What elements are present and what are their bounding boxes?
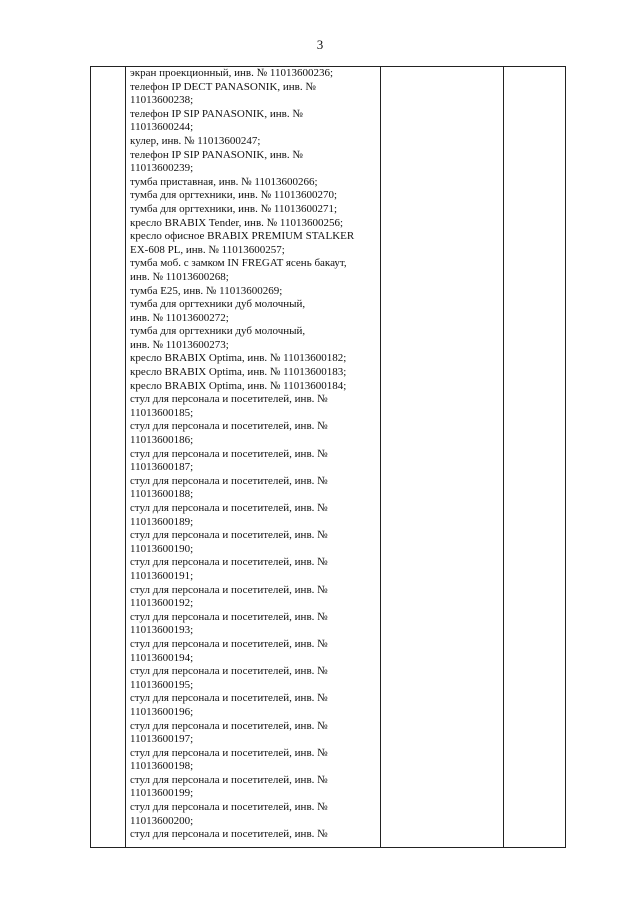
- column-divider: [380, 67, 381, 847]
- item-line: 11013600189;: [130, 515, 194, 528]
- item-line: телефон IP SIP PANASONIK, инв. №: [130, 148, 303, 161]
- item-line: кресло BRABIX Optima, инв. № 11013600183;: [130, 366, 347, 379]
- page-number: 3: [316, 37, 324, 52]
- item-line: инв. № 11013600272;: [130, 311, 229, 324]
- item-line: 11013600196;: [130, 705, 194, 718]
- item-list-cell: [130, 67, 380, 842]
- item-line: инв. № 11013600268;: [130, 270, 229, 283]
- item-line: стул для персонала и посетителей, инв. №: [130, 447, 328, 460]
- item-line: 11013600186;: [130, 434, 194, 447]
- item-line: стул для персонала и посетителей, инв. №: [130, 610, 328, 623]
- item-line: 11013600195;: [130, 678, 194, 691]
- item-line: стул для персонала и посетителей, инв. №: [130, 502, 328, 514]
- item-line: стул для персонала и посетителей, инв. №: [130, 420, 328, 433]
- item-line: стул для персонала и посетителей, инв. №: [130, 719, 328, 732]
- inventory-table: [90, 66, 566, 848]
- item-line: кресло BRABIX Optima, инв. № 11013600182;: [130, 352, 347, 365]
- item-line: стул для персонала и посетителей, инв. №: [130, 529, 328, 542]
- item-line: тумба для оргтехники, инв. № 11013600271;: [130, 202, 338, 215]
- item-line: 11013600192;: [130, 597, 194, 610]
- item-line: 11013600199;: [130, 787, 194, 800]
- item-line: тумба для оргтехники, инв. № 11013600270;: [130, 189, 338, 202]
- item-line: стул для персонала и посетителей, инв. №: [130, 583, 328, 596]
- item-line: тумба для оргтехники дуб молочный,: [130, 325, 306, 338]
- item-line: стул для персонала и посетителей, инв. №: [130, 746, 328, 759]
- item-line: 11013600185;: [130, 406, 194, 419]
- item-line: кресло BRABIX Tender, инв. № 11013600256;: [130, 216, 344, 229]
- item-line: 11013600198;: [130, 760, 194, 773]
- item-line: тумба E25, инв. № 11013600269;: [130, 284, 283, 297]
- item-line: экран проекционный, инв. № 11013600236;: [130, 67, 334, 79]
- item-line: 11013600188;: [130, 488, 194, 501]
- item-line: кресло офисное BRABIX PREMIUM STALKER: [130, 230, 355, 243]
- item-line: 11013600194;: [130, 651, 194, 664]
- item-line: тумба моб. с замком IN FREGAT ясень бакаут,: [130, 257, 347, 270]
- column-divider: [503, 67, 504, 847]
- item-line: стул для персонала и посетителей, инв. №: [130, 637, 328, 650]
- item-line: стул для персонала и посетителей, инв. №: [130, 801, 328, 814]
- item-line: инв. № 11013600273;: [130, 338, 229, 351]
- item-line: стул для персонала и посетителей, инв. №: [130, 692, 328, 705]
- item-line: 11013600238;: [130, 94, 194, 107]
- item-line: стул для персонала и посетителей, инв. №: [130, 393, 328, 406]
- item-line: стул для персонала и посетителей, инв. №: [130, 773, 328, 786]
- item-line: тумба для оргтехники дуб молочный,: [130, 298, 306, 311]
- item-line: стул для персонала и посетителей, инв. №: [130, 665, 328, 678]
- item-line: 11013600193;: [130, 624, 194, 637]
- item-line: телефон IP SIP PANASONIK, инв. №: [130, 107, 303, 120]
- item-line: тумба приставная, инв. № 11013600266;: [130, 175, 318, 188]
- item-line: стул для персонала и посетителей, инв. №: [130, 556, 328, 569]
- item-line: 11013600200;: [130, 814, 194, 827]
- item-line: 11013600190;: [130, 542, 194, 555]
- item-line: 11013600197;: [130, 733, 194, 746]
- item-line: 11013600239;: [130, 162, 194, 175]
- item-line: стул для персонала и посетителей, инв. №: [130, 828, 328, 841]
- column-divider: [125, 67, 126, 847]
- item-line: стул для персонала и посетителей, инв. №: [130, 474, 328, 487]
- item-line: кресло BRABIX Optima, инв. № 11013600184;: [130, 379, 347, 392]
- item-line: кулер, инв. № 11013600247;: [130, 134, 261, 147]
- item-line: телефон IP DECT PANASONIK, инв. №: [130, 80, 316, 93]
- item-line: 11013600191;: [130, 569, 194, 582]
- item-line: 11013600187;: [130, 461, 194, 474]
- item-line: 11013600244;: [130, 121, 194, 134]
- item-line: EX-608 PL, инв. № 11013600257;: [130, 243, 285, 256]
